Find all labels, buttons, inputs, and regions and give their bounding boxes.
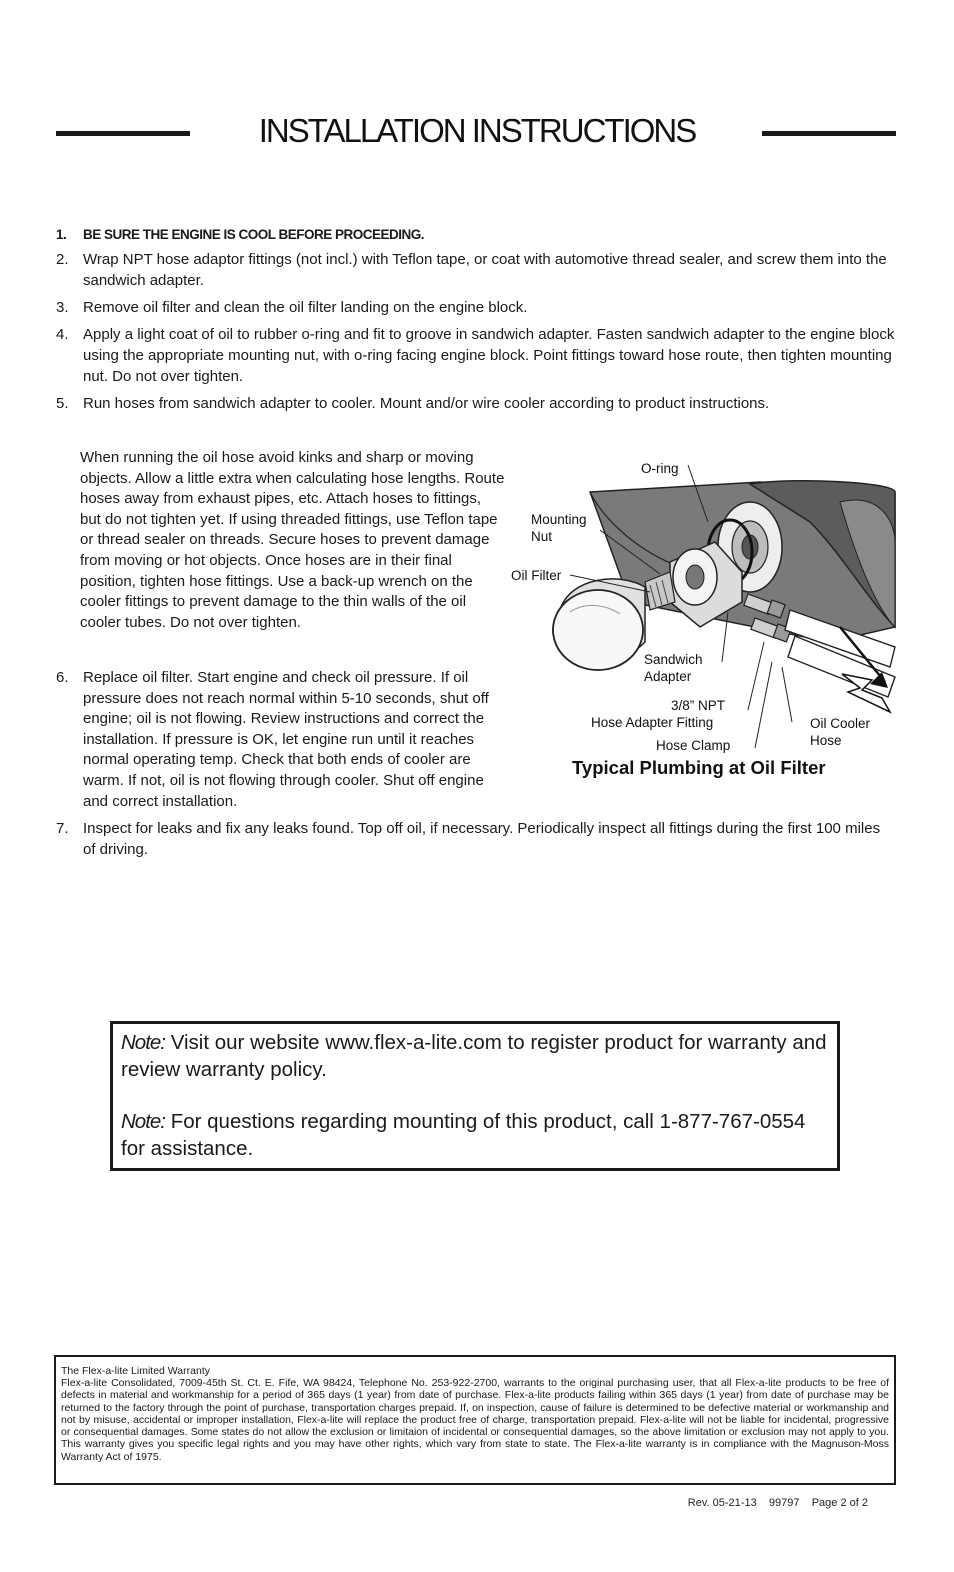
note-label: Note: xyxy=(121,1031,165,1054)
note-mounting-questions xyxy=(121,1108,829,1162)
label-oring: O-ring xyxy=(641,461,679,476)
step-text: Run hoses from sandwich adapter to cooler. Mount and/or wire cooler according to product instructions. xyxy=(83,395,770,412)
label-npt-line1: 3/8” NPT xyxy=(671,698,726,713)
step-text: Inspect for leaks and fix any leaks found. Top off oil, if necessary. Periodically inspect all fittings during the first 100 miles of driving. xyxy=(83,820,881,858)
label-oil-filter: Oil Filter xyxy=(511,568,562,583)
note-box xyxy=(110,1021,840,1171)
hose-routing-paragraph: When running the oil hose avoid kinks and sharp or moving objects. Allow a little extra when calculating hose lengths. Route hoses away from exhaust pipes, etc. Attach hoses to fittings, but do not tighten yet. If using threaded fittings, use Teflon tape or thread sealer on threads. Secure hoses to prevent damage from moving or hot objects. Once hoses are in their final position, tighten hose fittings. Use a back-up wrench on the cooler fittings to prevent damage to the thin walls of the oil cooler tubes. Do not over tighten. xyxy=(80,449,505,631)
label-hose-clamp: Hose Clamp xyxy=(656,738,731,753)
label-sandwich-adapter-line1: Sandwich xyxy=(644,652,703,667)
label-sandwich-adapter-line2: Adapter xyxy=(644,669,692,684)
note-warranty xyxy=(121,1029,829,1083)
note-label: Note: xyxy=(121,1110,165,1133)
step-number: 1. xyxy=(56,227,67,242)
page-title: INSTALLATION INSTRUCTIONS xyxy=(258,112,696,149)
step-number: 4. xyxy=(56,326,69,343)
step-number: 7. xyxy=(56,820,69,837)
step-number: 3. xyxy=(56,299,69,316)
page-footer: Rev. 05-21-13 99797 Page 2 of 2 xyxy=(687,1497,868,1509)
step-number: 5. xyxy=(56,395,69,412)
step-text: Replace oil filter. Start engine and check oil pressure. If oil pressure does not reach normal within 5-10 seconds, shut off engine; oil is not flowing. Review instructions and correct the installation. If pressure is OK, let engine run until it reaches normal operating temp. Check that both ends of cooler are warm. If not, oil is not flowing through cooler. Shut off engine and correct installation. xyxy=(83,669,489,810)
figure-caption: Typical Plumbing at Oil Filter xyxy=(572,757,826,778)
step-number: 6. xyxy=(56,669,69,686)
label-npt-line2: Hose Adapter Fitting xyxy=(591,715,714,730)
label-mounting-nut-line1: Mounting xyxy=(531,512,587,527)
label-oil-cooler-hose-line1: Oil Cooler xyxy=(810,716,871,731)
warranty-box xyxy=(54,1355,896,1485)
step-text: Wrap NPT hose adaptor fittings (not incl.) with Teflon tape, or coat with automotive thread sealer, and screw them into the sandwich adapter. xyxy=(83,251,887,289)
label-oil-cooler-hose-line2: Hose xyxy=(810,733,842,748)
warranty-title: The Flex-a-lite Limited Warranty xyxy=(61,1365,210,1377)
step-number: 2. xyxy=(56,251,69,268)
label-mounting-nut-line2: Nut xyxy=(531,529,553,544)
warranty-text: Flex-a-lite Consolidated, 7009-45th St. Ct. E. Fife, WA 98424, Telephone No. 253-922-2700, warrants to the original purchasing user, that all Flex-a-lite products to be free of defects in material and workmanship for a period of 365 days (1 year) from date of purchase. Flex-a-lite products failing within 365 days (1 year) from date of purchase may be returned to the factory through the point of purchase, transportation charges prepaid. If, on inspection, cause of failure is determined to be defective material or workmanship and not by misuse, accidental or improper installation, Flex-a-lite will replace the product free of charge, transportation prepaid. Flex-a-lite will not be liable for incidental, progressive or consequential damages. Some states do not allow the exclusion or limitaion of incidental or consequential damages, so the above limitation or exclusion may not apply to you. This warranty gives you specific legal rights and you may have other rights, which vary from state to state. The Flex-a-lite warranty is in compliance with the Magnuson-Moss Warranty Act of 1975. xyxy=(61,1377,889,1463)
step-text: BE SURE THE ENGINE IS COOL BEFORE PROCEEDING. xyxy=(83,227,425,242)
step-text: Remove oil filter and clean the oil filter landing on the engine block. xyxy=(83,299,528,316)
note-text: Visit our website www.flex-a-lite.com to register product for warranty and review warranty policy. xyxy=(121,1031,827,1081)
note-text: For questions regarding mounting of this product, call 1-877-767-0554 for assistance. xyxy=(121,1110,806,1160)
step-text: Apply a light coat of oil to rubber o-ring and fit to groove in sandwich adapter. Fasten sandwich adapter to the engine block using the appropriate mounting nut, with o-ring facing engine block. Point fittings toward hose route, then tighten mounting nut. Do not over tighten. xyxy=(83,326,895,385)
